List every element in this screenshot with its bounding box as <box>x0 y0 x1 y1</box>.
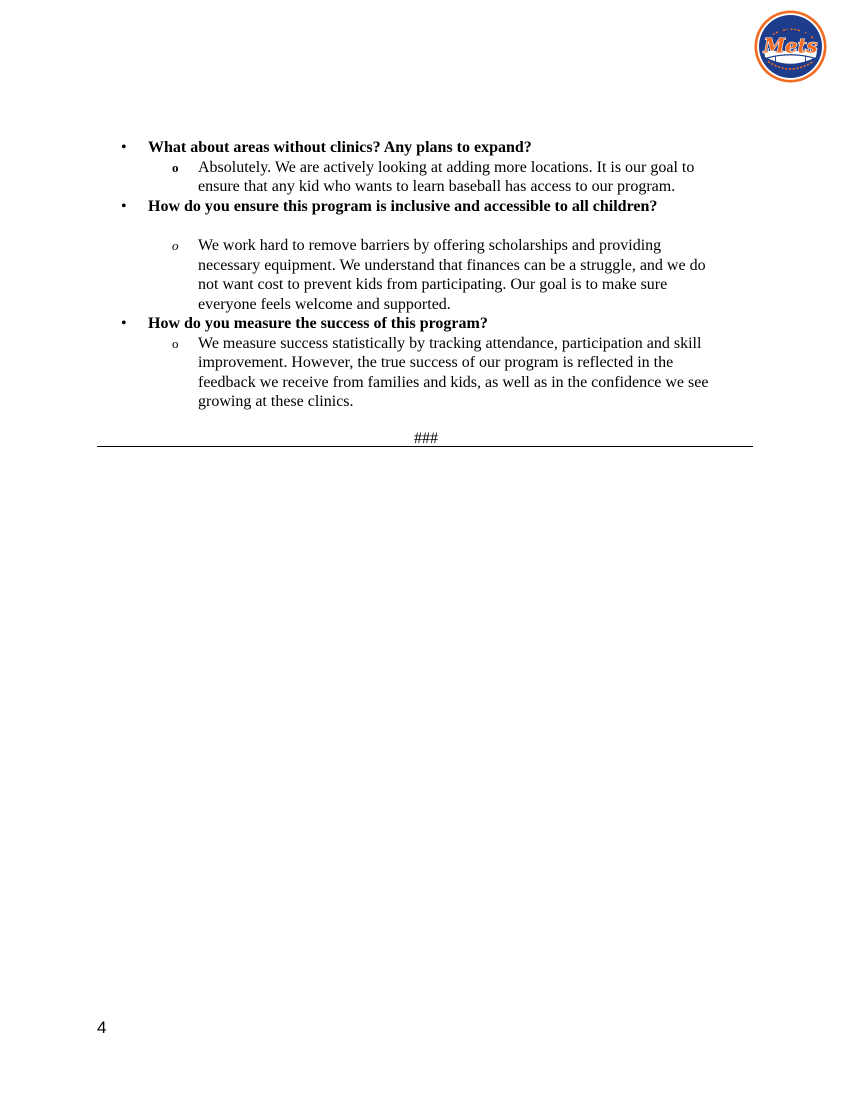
answer-line: not want cost to prevent kids from participating. Our goal is to make sure <box>198 276 668 293</box>
logo-wordmark: Mets <box>763 34 818 58</box>
faq-answer <box>198 334 743 412</box>
answer-line: We measure success statistically by tracking attendance, participation and skill <box>198 334 702 352</box>
faq-answer <box>198 236 743 314</box>
bullet-icon: • <box>121 198 127 215</box>
answer-line: growing at these clinics. <box>198 393 354 410</box>
faq-answer <box>198 158 743 197</box>
faq-question: What about areas without clinics? Any plans to expand? <box>148 139 532 156</box>
mets-logo <box>753 9 828 84</box>
hollow-bullet-icon: o <box>172 238 179 253</box>
answer-line: We work hard to remove barriers by offering scholarships and providing <box>198 237 662 254</box>
horizontal-rule <box>97 446 753 447</box>
answer-line: feedback we receive from families and kids, as well as in the confidence we see <box>198 373 709 391</box>
faq-question: How do you ensure this program is inclusive and accessible to all children? <box>148 198 658 215</box>
bullet-icon: • <box>121 315 127 332</box>
answer-line: improvement. However, the true success of our program is reflected in the <box>198 354 674 371</box>
answer-line: necessary equipment. We understand that finances can be a struggle, and we do <box>198 256 706 274</box>
answer-line: ensure that any kid who wants to learn baseball has access to our program. <box>198 178 676 195</box>
end-of-release-marker: ### <box>414 430 438 447</box>
answer-line: everyone feels welcome and supported. <box>198 295 451 313</box>
faq-question: How do you measure the success of this program? <box>148 315 488 332</box>
page-number: 4 <box>97 1018 107 1037</box>
bullet-icon: • <box>121 139 127 156</box>
hollow-bullet-icon: o <box>172 159 179 175</box>
answer-line: Absolutely. We are actively looking at adding more locations. It is our goal to <box>198 158 695 176</box>
hollow-bullet-icon: o <box>172 335 179 351</box>
